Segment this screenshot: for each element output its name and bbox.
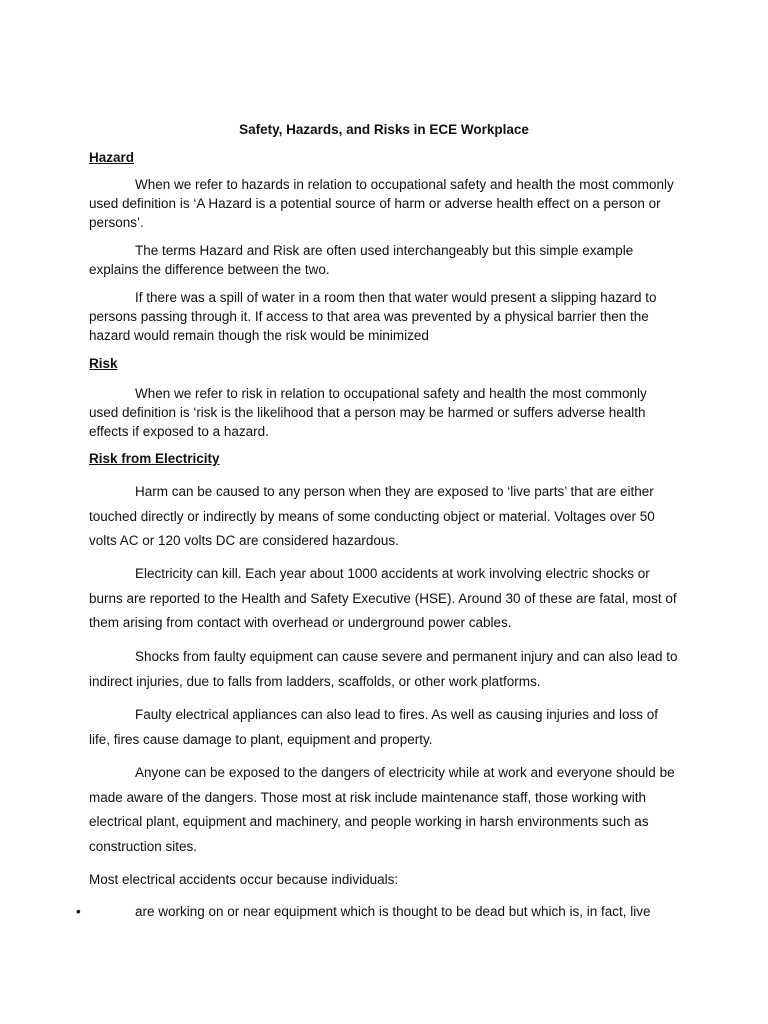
risk-paragraph-1: When we refer to risk in relation to occupational safety and health the most commonly used definition is ‘risk is the likelihood that a person may be harmed or suffers adverse health effects if exposed to a hazard. bbox=[89, 386, 647, 439]
section-heading-hazard: Hazard bbox=[89, 150, 135, 165]
document-title: Safety, Hazards, and Risks in ECE Workplace bbox=[239, 122, 529, 137]
hazard-paragraph-2: The terms Hazard and Risk are often used interchangeably but this simple example explains the difference between the two. bbox=[89, 243, 634, 277]
section-heading-risk: Risk bbox=[89, 356, 118, 371]
document-page bbox=[76, 0, 679, 1024]
list-item-text: are working on or near equipment which is thought to be dead but which is, in fact, live bbox=[135, 904, 651, 919]
electricity-paragraph-3: Shocks from faulty equipment can cause severe and permanent injury and can also lead to indirect injuries, due to falls from ladders, scaffolds, or other work platforms. bbox=[89, 649, 678, 689]
list-intro: Most electrical accidents occur because individuals: bbox=[89, 872, 399, 887]
section-heading-electricity: Risk from Electricity bbox=[89, 451, 220, 466]
hazard-paragraph-1: When we refer to hazards in relation to occupational safety and health the most commonly used definition is ‘A Hazard is a potential source of harm or adverse health effect on a person or persons’. bbox=[89, 177, 674, 230]
electricity-paragraph-4: Faulty electrical appliances can also lead to fires. As well as causing injuries and loss of life, fires cause damage to plant, equipment and property. bbox=[89, 707, 659, 747]
electricity-paragraph-2: Electricity can kill. Each year about 1000 accidents at work involving electric shocks or burns are reported to the Health and Safety Executive (HSE). Around 30 of these are fatal, most of them arising from contact with overhead or underground power cables. bbox=[89, 566, 677, 630]
electricity-paragraph-1: Harm can be caused to any person when they are exposed to ‘live parts’ that are either touched directly or indirectly by means of some conducting object or material. Voltages over 50 volts AC or 120 volts DC are considered hazardous. bbox=[89, 484, 655, 548]
hazard-paragraph-3: If there was a spill of water in a room then that water would present a slipping hazard to persons passing through it. If access to that area was prevented by a physical barrier then the hazard would remain though the risk would be minimized bbox=[89, 290, 657, 343]
bullet-icon: • bbox=[76, 904, 81, 919]
electricity-paragraph-5: Anyone can be exposed to the dangers of electricity while at work and everyone should be made aware of the dangers. Those most at risk include maintenance staff, those working with electrical plant, equipment and machinery, and people working in harsh environments such as construction sites. bbox=[89, 765, 675, 854]
